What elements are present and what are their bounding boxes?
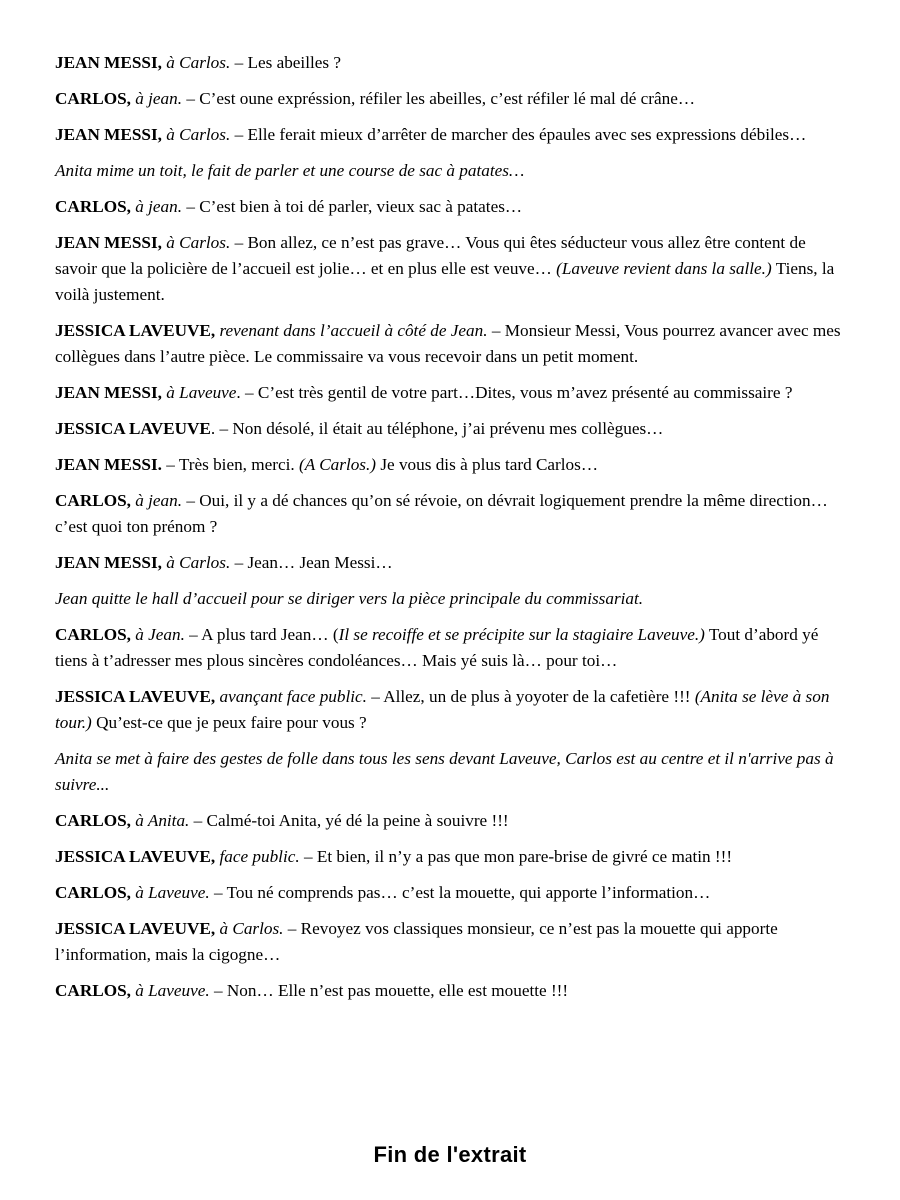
stage-direction-text: à Jean. [135, 625, 185, 644]
speaker-name: CARLOS, [55, 625, 131, 644]
dialogue-text: – Tou né comprends pas… c’est la mouette, qui apporte l’information… [209, 883, 711, 902]
stage-direction-text: à Laveuve. [135, 981, 210, 1000]
dialogue-text: – Calmé-toi Anita, yé dé la peine à souivre !!! [189, 811, 509, 830]
dialogue-line [55, 86, 850, 112]
dialogue-line [55, 684, 850, 736]
dialogue-text: – Bon allez, ce n’est pas grave… Vous qui êtes séducteur vous allez être content de savoir que la policière de l’accueil est jolie… et en plus elle est veuve… [55, 233, 806, 278]
speaker-name: JEAN MESSI, [55, 233, 162, 252]
stage-direction [55, 586, 850, 612]
dialogue-text: . – C’est très gentil de votre part…Dites, vous m’avez présenté au commissaire ? [236, 383, 793, 402]
dialogue-text: – Monsieur Messi, Vous pourrez avancer avec mes collègues dans l’autre pièce. Le commissaire va vous recevoir dans un petit moment. [55, 321, 841, 366]
dialogue-line [55, 380, 850, 406]
dialogue-text: – Et bien, il n’y a pas que mon pare-brise de givré ce matin !!! [299, 847, 733, 866]
speaker-name: JEAN MESSI, [55, 383, 162, 402]
speaker-name: JESSICA LAVEUVE, [55, 919, 216, 938]
stage-direction-text: Jean quitte le hall d’accueil pour se diriger vers la pièce principale du commissariat. [55, 589, 644, 608]
speaker-name: JESSICA LAVEUVE, [55, 687, 216, 706]
stage-direction [55, 746, 850, 798]
dialogue-line [55, 230, 850, 308]
dialogue-text: – Elle ferait mieux d’arrêter de marcher des épaules avec ses expressions débiles… [230, 125, 807, 144]
dialogue-text: Je vous dis à plus tard Carlos… [376, 455, 599, 474]
dialogue-text: – Allez, un de plus à yoyoter de la cafetière !!! [366, 687, 695, 706]
stage-direction-text: à Anita. [135, 811, 190, 830]
speaker-name: JESSICA LAVEUVE [55, 419, 211, 438]
dialogue-line [55, 808, 850, 834]
speaker-name: CARLOS, [55, 883, 131, 902]
dialogue-text: – Les abeilles ? [230, 53, 341, 72]
speaker-name: JEAN MESSI, [55, 53, 162, 72]
dialogue-text: – Revoyez vos classiques monsieur, ce n’est pas la mouette qui apporte l’information, mais la cigogne… [55, 919, 778, 964]
stage-direction-text: Anita mime un toit, le fait de parler et une course de sac à patates… [55, 161, 525, 180]
stage-direction-text: Il se recoiffe et se précipite sur la stagiaire Laveuve.) [338, 625, 705, 644]
dialogue-text: Tout d’abord yé tiens à t’adresser mes plous sincères condoléances… Mais yé suis là… pour toi… [55, 625, 819, 670]
dialogue-line [55, 50, 850, 76]
dialogue-text: – Jean… Jean Messi… [230, 553, 393, 572]
dialogue-line [55, 452, 850, 478]
speaker-name: CARLOS, [55, 981, 131, 1000]
dialogue-text: Qu’est-ce que je peux faire pour vous ? [91, 713, 367, 732]
stage-direction-text: à Laveuve [166, 383, 237, 402]
stage-direction-text: revenant dans l’accueil à côté de Jean. [219, 321, 488, 340]
script-excerpt [55, 50, 850, 1014]
stage-direction-text: (Laveuve revient dans la salle.) [556, 259, 772, 278]
stage-direction-text: à Carlos. [166, 553, 231, 572]
dialogue-line [55, 122, 850, 148]
dialogue-text: – C’est bien à toi dé parler, vieux sac à patates… [182, 197, 523, 216]
dialogue-line [55, 978, 850, 1004]
speaker-name: CARLOS, [55, 491, 131, 510]
dialogue-line [55, 488, 850, 540]
dialogue-line [55, 880, 850, 906]
speaker-name: JEAN MESSI. [55, 455, 162, 474]
end-of-excerpt-label: Fin de l'extrait [373, 1142, 527, 1167]
stage-direction-text: à Carlos. [166, 233, 231, 252]
dialogue-line [55, 550, 850, 576]
dialogue-line [55, 318, 850, 370]
stage-direction-text: Anita se met à faire des gestes de folle dans tous les sens devant Laveuve, Carlos est au centre et il n'arrive pas à suivre... [55, 749, 834, 794]
dialogue-text: – A plus tard Jean… ( [184, 625, 339, 644]
stage-direction-text: à Carlos. [166, 53, 231, 72]
speaker-name: CARLOS, [55, 811, 131, 830]
stage-direction-text: avançant face public. [219, 687, 367, 706]
stage-direction-text: à jean. [135, 197, 183, 216]
dialogue-line [55, 194, 850, 220]
speaker-name: JEAN MESSI, [55, 125, 162, 144]
stage-direction-text: (Anita se lève à son tour.) [55, 687, 830, 732]
speaker-name: CARLOS, [55, 89, 131, 108]
stage-direction [55, 158, 850, 184]
dialogue-text: . – Non désolé, il était au téléphone, j’ai prévenu mes collègues… [210, 419, 664, 438]
stage-direction-text: à jean. [135, 89, 183, 108]
stage-direction-text: à Carlos. [219, 919, 284, 938]
dialogue-line [55, 916, 850, 968]
dialogue-line [55, 416, 850, 442]
dialogue-text: – Très bien, merci. [161, 455, 299, 474]
speaker-name: JESSICA LAVEUVE, [55, 321, 216, 340]
stage-direction-text: à Carlos. [166, 125, 231, 144]
dialogue-line [55, 844, 850, 870]
speaker-name: CARLOS, [55, 197, 131, 216]
speaker-name: JEAN MESSI, [55, 553, 162, 572]
stage-direction-text: à jean. [135, 491, 183, 510]
speaker-name: JESSICA LAVEUVE, [55, 847, 216, 866]
dialogue-text: – Oui, il y a dé chances qu’on sé révoie, on dévrait logiquement prendre la même direction… c’est quoi ton prénom ? [55, 491, 828, 536]
stage-direction-text: face public. [219, 847, 300, 866]
stage-direction-text: (A Carlos.) [298, 455, 377, 474]
dialogue-line [55, 622, 850, 674]
dialogue-text: – Non… Elle n’est pas mouette, elle est mouette !!! [209, 981, 569, 1000]
stage-direction-text: à Laveuve. [135, 883, 210, 902]
dialogue-text: Tiens, la voilà justement. [55, 259, 835, 304]
dialogue-text: – C’est oune expréssion, réfiler les abeilles, c’est réfiler lé mal dé crâne… [182, 89, 696, 108]
